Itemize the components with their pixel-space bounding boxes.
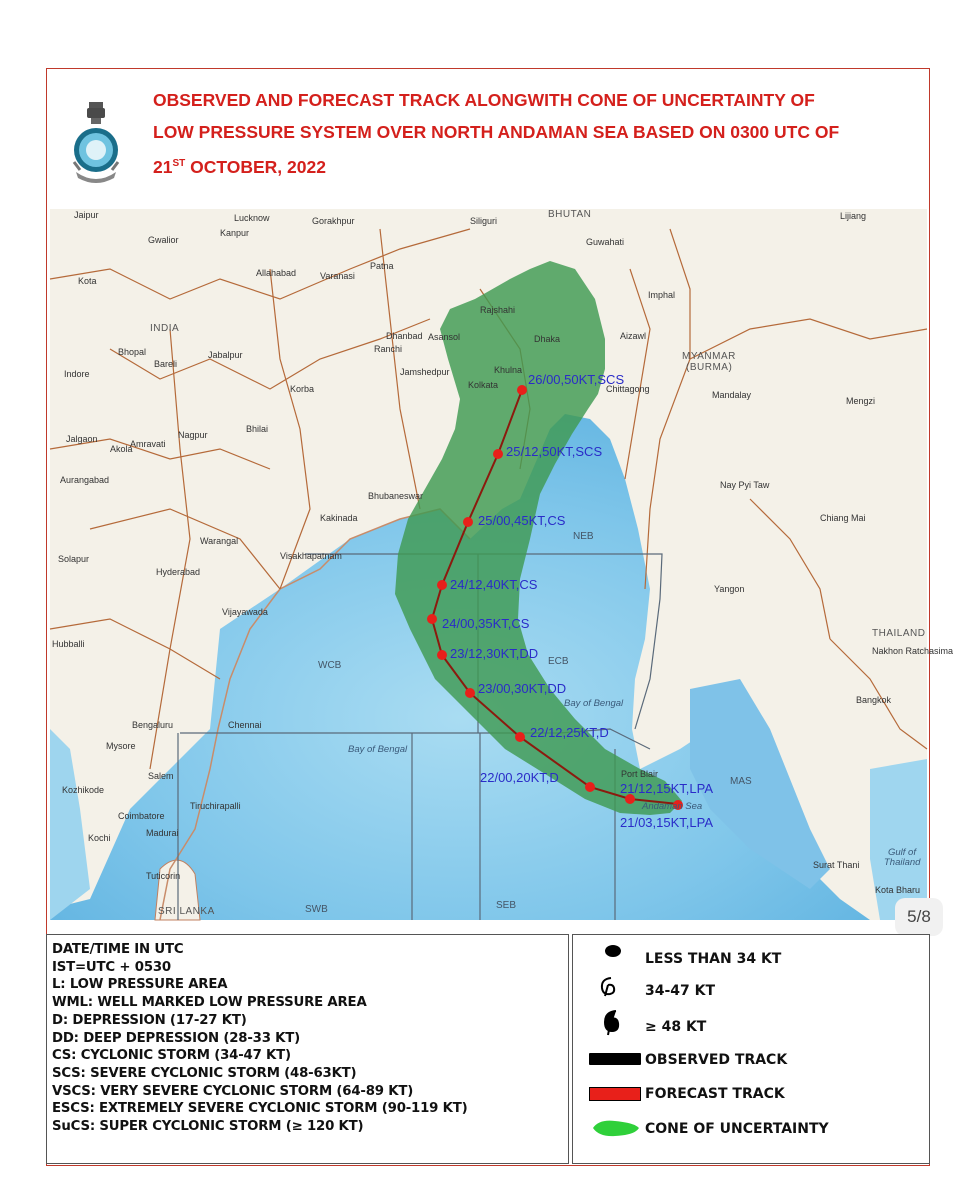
city-label: Khulna [494,365,523,375]
legend-line: IST=UTC + 0530 [52,959,171,975]
city-label: Bhopal [118,347,147,357]
page-title [153,84,913,183]
filled-dot-icon [603,943,623,959]
region-swb: SWB [305,904,328,915]
legend-abbreviations [46,934,569,1164]
city-label: Jaipur [74,210,99,220]
cyclone-open-icon [597,975,619,999]
cyclone-filled-icon [599,1009,623,1037]
track-point-24-00 [427,614,437,624]
legend-label: LESS THAN 34 KT [645,951,782,967]
page-indicator: 5/8 [895,898,943,936]
city-label: Bengaluru [132,720,174,730]
legend-item-observed-track [573,1047,929,1077]
city-label: Dhaka [534,334,561,344]
legend-symbols [572,934,930,1164]
country-sri-lanka: SRI LANKA [158,906,215,917]
imd-emblem-logo [70,100,122,186]
legend-label: OBSERVED TRACK [645,1052,788,1068]
city-label: Yangon [714,584,745,594]
city-label: Kakinada [320,513,358,523]
track-label-23-12: 23/12,30KT,DD [450,646,539,661]
water-thailand: Thailand [884,857,921,868]
region-wcb: WCB [318,660,342,671]
city-label: Nay Pyi Taw [720,480,770,490]
city-label: Allahabad [256,268,297,278]
country-myanmar-burma: (BURMA) [686,362,733,373]
city-label: Bhilai [246,424,269,434]
city-label: Gorakhpur [312,216,355,226]
city-label: Amravati [130,439,166,449]
city-label: Aizawl [620,331,647,341]
city-label: Dhanbad [386,331,423,341]
track-label-24-12: 24/12,40KT,CS [450,577,538,592]
water-gulf-of: Gulf of [888,847,916,858]
track-label-25-00: 25/00,45KT,CS [478,513,566,528]
observed-track-swatch [589,1053,641,1065]
city-label: Mengzi [846,396,876,406]
city-label: Kanpur [220,228,250,238]
track-point-22-00 [585,782,595,792]
cone-swatch [591,1117,641,1139]
city-label: Salem [148,771,174,781]
city-label: Aurangabad [60,475,110,485]
title-line-3: 21ST OCTOBER, 2022 [153,157,326,177]
city-label: Visakhapatnam [280,551,342,561]
city-label: Korba [290,384,315,394]
city-label: Bangkok [856,695,892,705]
region-ecb: ECB [548,656,569,667]
city-label: Mysore [106,741,136,751]
legend-label: 34-47 KT [645,983,716,999]
city-label: Solapur [58,554,90,564]
track-label-22-12: 22/12,25KT,D [530,725,609,740]
water-andaman-sea: Andaman Sea [642,801,703,812]
city-label: Mandalay [712,390,752,400]
city-label: Patna [370,261,394,271]
city-label: Ranchi [374,344,403,354]
legend-item-ge-48 [573,1009,929,1039]
legend-label: ≥ 48 KT [645,1019,707,1035]
track-point-24-12 [437,580,447,590]
city-label: Nakhon Ratchasima [872,646,954,656]
city-label: Rajshahi [480,305,516,315]
legend-line: L: LOW PRESSURE AREA [52,977,228,993]
track-label-23-00: 23/00,30KT,DD [478,681,567,696]
city-label: Surat Thani [813,860,860,870]
legend-line: ESCS: EXTREMELY SEVERE CYCLONIC STORM (90-119 KT) [52,1101,468,1117]
legend-line: SCS: SEVERE CYCLONIC STORM (48-63KT) [52,1065,357,1081]
legend-line: SuCS: SUPER CYCLONIC STORM (≥ 120 KT) [52,1119,364,1135]
water-bay-of-bengal-1: Bay of Bengal [564,698,624,709]
title-line-2: LOW PRESSURE SYSTEM OVER NORTH ANDAMAN SEA BASED ON 0300 UTC OF [153,122,840,142]
track-point-23-00 [465,688,475,698]
legend-label: FORECAST TRACK [645,1086,785,1102]
city-label: Jabalpur [208,350,243,360]
track-point-26-00 [517,385,527,395]
city-label: Bhubaneswar [368,491,424,501]
track-point-25-12 [493,449,503,459]
country-india: INDIA [150,323,180,334]
track-label-22-00: 22/00,20KT,D [480,770,559,785]
city-label: Coimbatore [118,811,165,821]
gulf-of-thailand [870,759,927,920]
map-svg [50,209,954,920]
city-label: Kochi [88,833,111,843]
city-label: Kota [78,276,97,286]
city-label: Kozhikode [62,785,105,795]
legend-label: CONE OF UNCERTAINTY [645,1121,829,1137]
track-point-25-00 [463,517,473,527]
legend-line: DATE/TIME IN UTC [52,942,184,957]
city-label: Hubballi [52,639,85,649]
city-label: Varanasi [320,271,355,281]
legend-item-less-34 [573,941,929,971]
city-label: Chiang Mai [820,513,866,523]
city-label: Bareli [154,359,178,369]
city-label: Hyderabad [156,567,201,577]
city-label: Indore [64,369,90,379]
legend-item-forecast-track [573,1081,929,1111]
region-neb: NEB [573,531,594,542]
track-label-21-12: 21/12,15KT,LPA [620,781,713,796]
track-label-21-03: 21/03,15KT,LPA [620,815,713,830]
city-label: Kota Bharu [875,885,921,895]
city-label: Madurai [146,828,179,838]
city-label: Jamshedpur [400,367,450,377]
city-label: Vijayawada [222,607,268,617]
city-label: Guwahati [586,237,625,247]
legend-line: DD: DEEP DEPRESSION (28-33 KT) [52,1030,301,1046]
track-point-23-12 [437,650,447,660]
city-label: Siliguri [470,216,498,226]
legend-line: D: DEPRESSION (17-27 KT) [52,1012,247,1028]
city-label: Warangal [200,536,239,546]
legend-item-34-47 [573,975,929,1005]
track-map [50,209,954,920]
forecast-track-swatch [589,1087,641,1101]
city-label: Lijiang [840,211,867,221]
city-label: Tiruchirapalli [190,801,241,811]
region-seb: SEB [496,900,517,911]
city-label: Gwalior [148,235,179,245]
legend-line: CS: CYCLONIC STORM (34-47 KT) [52,1048,291,1064]
track-point-22-12 [515,732,525,742]
track-label-26-00: 26/00,50KT,SCS [528,372,625,387]
city-label: Akola [110,444,133,454]
legend-line: WML: WELL MARKED LOW PRESSURE AREA [52,995,367,1011]
track-label-24-00: 24/00,35KT,CS [442,616,530,631]
water-bay-of-bengal-2: Bay of Bengal [348,744,408,755]
city-label: Asansol [428,332,461,342]
legend-item-cone [573,1115,929,1145]
city-label: Imphal [648,290,676,300]
legend-line: VSCS: VERY SEVERE CYCLONIC STORM (64-89 KT) [52,1083,414,1099]
city-label: Tuticorin [146,871,181,881]
city-label: Nagpur [178,430,208,440]
city-label: Chennai [228,720,262,730]
country-myanmar: MYANMAR [682,351,736,362]
region-mas: MAS [730,776,752,787]
city-label: Kolkata [468,380,499,390]
city-label: Port Blair [621,769,659,779]
city-label: Chittagong [606,384,650,394]
city-label: Jalgaon [66,434,98,444]
city-label: Lucknow [234,213,270,223]
track-label-25-12: 25/12,50KT,SCS [506,444,603,459]
country-thailand: THAILAND [872,628,926,639]
country-bhutan: BHUTAN [548,209,592,220]
title-line-1: OBSERVED AND FORECAST TRACK ALONGWITH CONE OF UNCERTAINTY OF [153,90,815,110]
